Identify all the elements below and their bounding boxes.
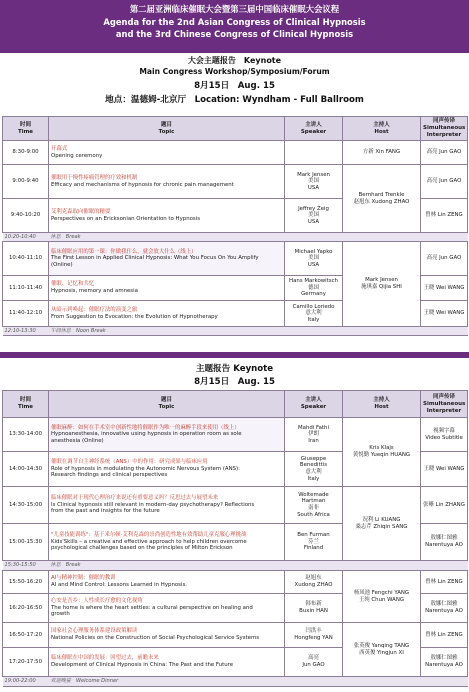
speaker: Jeffrey Zeig 美国 USA [285,199,343,233]
table-row: 13:30-14:00 催眠麻醉：如何在手术室中创新性地将催眠作为唯一的麻醉手段来使用（线上） Hypnoanesthesia, innovative using hypnosis in operation room as sole anesthesia (Online) Mahdi Fathi 伊朗 Iran Kris Klajs 黄悦勤 Yueqin HUANG 视频字幕 Video Subtitle [3,418,468,452]
topic: 催眠、记忆和共忆 Hypnosis, memory and amnesia [49,276,285,301]
topic: 心安是吾乡：人性成长疗愈的文化视角 The home is where the heart settles: a cultural perspective on healing and growth [49,594,285,623]
topic: 艾利克森取向催眠的精要 Perspectives on an Ericksonian Orientation to Hypnosis [49,199,285,233]
speaker: Hans Markowitsch 德国 Germany [285,276,343,301]
interpreter: 敖娜仁图雅 Narentuya AO [421,594,468,623]
host: Kris Klajs 黄悦勤 Yueqin HUANG [343,418,421,487]
title-en-line2: and the 3rd Chinese Congress of Clinical Hypnosis [115,29,354,40]
col-time: 时间 Time [3,117,49,141]
table-row: 14:00-14:30 催眠在调节自主神经系统（ANS）中的作用：研究成果与临床应用 Role of hypnosis in modulating the Autonomic Nervous System (ANS): Research findings and clinical perspectives Giuseppe Benedittis 意大利 Italy 王晓 Wei WANG [3,452,468,487]
interpreter: 高亮 Jun GAO [421,165,468,199]
speaker: 闫洪丰 Hongfeng YAN [285,623,343,648]
section-divider [0,352,469,358]
section1-location: 地点：温德姆-北京厅 Location: Wyndham - Full Ballroom [105,95,364,105]
table-row: 8:30-9:00 开幕式 Opening ceremony 方新 Xin FANG 高亮 Jun GAO [3,141,468,165]
col-speaker: 主讲人 Speaker [285,117,343,141]
table-row: 9:00-9:40 催眠用于慢性疼痛管理的疗效和机制 Efficacy and mechanisms of hypnosis for chronic pain management Mark Jensen 美国 USA Bernhard Trenkle 赵旭东 Xudong ZHAO 高亮 Jun GAO [3,165,468,199]
topic: 开幕式 Opening ceremony [49,141,285,165]
agenda-header [0,0,469,53]
topic: "儿童技能训练"：基于米尔顿·艾利克森的崇尚创造性地有效帮助儿童克服心理挑战 Kids'Skills – a creative and effective approach to help children overcome psychological challenges based on the principles of Milton Erickson [49,524,285,561]
speaker: Giuseppe Benedittis 意大利 Italy [285,452,343,487]
speaker: Michael Yapko 美国 USA [285,242,343,276]
topic: 国家社会心理服务体系建设政策解读 National Policies on the Construction of Social Psychological Service Systems [49,623,285,648]
table-header [3,117,468,141]
topic: 从暗示到唤起：催眠疗法的演变之旅 From Suggestion to Evocation: the Evolution of Hypnotherapy [49,301,285,327]
section2-date: 8月15日 Aug. 15 [194,377,275,387]
topic: 临床催眠在中国的发展：回望过去，前瞻未来 Development of Clinical Hypnosis in China: The Past and the Future [49,648,285,677]
interpreter: 高亮 Jun GAO [421,242,468,276]
speaker: Mark Jensen 美国 USA [285,165,343,199]
table-row: 11:10-11:40 催眠、记忆和共忆 Hypnosis, memory and amnesia Hans Markowitsch 德国 Germany 王晓 Wei WANG [3,276,468,301]
table-row: 15:00-15:30 "儿童技能训练"：基于米尔顿·艾利克森的崇尚创造性地有效帮助儿童克服心理挑战 Kids'Skills – a creative and effective approach to help children overcome psychological challenges based on the principles of Milton Erickson Ben Furman 芬兰 Finland 敖娜仁图雅 Narentuya AO [3,524,468,561]
interpreter: 曾林 Lin ZENG [421,199,468,233]
host: 杨凤池 Fengchi YANG 王纯 Chun WANG [343,571,421,623]
interpreter: 王晓 Wei WANG [421,452,468,487]
table-row: 17:20-17:50 临床催眠在中国的发展：回望过去，前瞻未来 Development of Clinical Hypnosis in China: The Past and the Future 高亮 Jun GAO 敖娜仁图雅 Narentuya AO [3,648,468,677]
col-topic: 题目 Topic [49,117,285,141]
table-row: 14:30-15:00 临床催眠对于现代心理治疗来说还有重要意义吗？反思过去与展望未来 Is Clinical hypnosis still relevant in modern-day psychotherapy? Reflections from the past and insights for the future Woltemade Hartman 南非 South Africa 况利 Li KUANG 桑志芹 Zhiqin SANG 张晰 Lin ZHANG [3,487,468,524]
table-row: 9:40-10:20 艾利克森取向催眠的精要 Perspectives on an Ericksonian Orientation to Hypnosis Jeffrey Zeig 美国 USA 曾林 Lin ZENG [3,199,468,233]
topic: 催眠用于慢性疼痛管理的疗效和机制 Efficacy and mechanisms of hypnosis for chronic pain management [49,165,285,199]
break-row: 19:00-22:00 欢迎晚宴 Welcome Dinner [3,677,468,687]
speaker: 韩布新 Buxin HAN [285,594,343,623]
topic: 临床催眠应用的第一课：你做我什么，就会放大什么（线上） The First Lesson in Applied Clinical Hypnosis: What You Focus On You Amplify (Online) [49,242,285,276]
speaker: 赵旭东 Xudong ZHAO [285,571,343,594]
host: 张英俊 Yanqing TANG 西英俊 Yingjun XI [343,623,421,677]
speaker: 高亮 Jun GAO [285,648,343,677]
topic: 临床催眠对于现代心理治疗来说还有重要意义吗？反思过去与展望未来 Is Clinical hypnosis still relevant in modern-day psychotherapy? Reflections from the past and insights for the future [49,487,285,524]
host: Mark Jensen 施琪嘉 Qijia SHI [343,242,421,327]
speaker: Woltemade Hartman 南非 South Africa [285,487,343,524]
speaker: Mahdi Fathi 伊朗 Iran [285,418,343,452]
interpreter: 高亮 Jun GAO [421,141,468,165]
title-cn: 第二届亚洲临床催眠大会暨第三届中国临床催眠大会议程 [129,4,340,14]
topic: AI与精神控制：催眠的教训 AI and Mind Control: Lessons Learned in Hypnosis. [49,571,285,594]
section2-title: 主题报告 Keynote [195,364,274,374]
break-row: 12:10-13:30 午间休息 Noon Break [3,327,468,336]
interpreter: 敖娜仁图雅 Narentuya AO [421,524,468,561]
table-row: 11:40-12:10 从暗示到唤起：催眠疗法的演变之旅 From Suggestion to Evocation: the Evolution of Hypnotherapy Camillo Loriedo 意大利 Italy 王晓 Wei WANG [3,301,468,327]
interpreter: 曾林 Lin ZENG [421,623,468,648]
interpreter: 视频字幕 Video Subtitle [421,418,468,452]
col-interpreter: 同声传译 Simultaneous Interpreter [421,117,468,141]
schedule-table-2 [2,390,468,687]
schedule-table-1 [2,116,468,336]
table-header: 时间 Time 题目 Topic 主讲人 Speaker 主持人 Host 同声传译 Simultaneous Interpreter [3,391,468,418]
speaker: Camillo Loriedo 意大利 Italy [285,301,343,327]
title-en-line1: Agenda for the 2nd Asian Congress of Clinical Hypnosis [103,16,366,27]
table-row: 15:50-16:20 AI与精神控制：催眠的教训 AI and Mind Control: Lessons Learned in Hypnosis. 赵旭东 Xudong ZHAO 杨凤池 Fengchi YANG 王纯 Chun WANG 曾林 Lin ZENG [3,571,468,594]
topic: 催眠麻醉：如何在手术室中创新性地将催眠作为唯一的麻醉手段来使用（线上） Hypnoanesthesia, innovative using hypnosis in operation room as sole anesthesia (Online) [49,418,285,452]
interpreter: 张晰 Lin ZHANG [421,487,468,524]
table-row: 16:50-17:20 国家社会心理服务体系建设政策解读 National Policies on the Construction of Social Psychological Service Systems 闫洪丰 Hongfeng YAN 张英俊 Yanqing TANG 西英俊 Yingjun XI 曾林 Lin ZENG [3,623,468,648]
section1-title-cn: 大会主题报告 Keynote [187,56,282,65]
interpreter: 曾林 Lin ZENG [421,571,468,594]
host: Bernhard Trenkle 赵旭东 Xudong ZHAO [343,165,421,233]
table-row: 16:20-16:50 心安是吾乡：人性成长疗愈的文化视角 The home is where the heart settles: a cultural perspective on healing and growth 韩布新 Buxin HAN 敖娜仁图雅 Narentuya AO [3,594,468,623]
speaker: Ben Furman 芬兰 Finland [285,524,343,561]
col-host: 主持人 Host [343,117,421,141]
interpreter: 王晓 Wei WANG [421,276,468,301]
interpreter: 王晓 Wei WANG [421,301,468,327]
host: 方新 Xin FANG [343,141,421,165]
host: 况利 Li KUANG 桑志芹 Zhiqin SANG [343,487,421,561]
break-row: 10:20-10:40 休息 Break [3,233,468,242]
section1-date: 8月15日 Aug. 15 [194,81,275,91]
section1-title-en: Main Congress Workshop/Symposium/Forum [139,67,330,76]
topic: 催眠在调节自主神经系统（ANS）中的作用：研究成果与临床应用 Role of hypnosis in modulating the Autonomic Nervous System (ANS): Research findings and clinical perspectives [49,452,285,487]
break-row: 15:30-15:50 休息 Break [3,561,468,571]
interpreter: 敖娜仁图雅 Narentuya AO [421,648,468,677]
table-row: 10:40-11:10 临床催眠应用的第一课：你做我什么，就会放大什么（线上） The First Lesson in Applied Clinical Hypnosis: What You Focus On You Amplify (Online) Michael Yapko 美国 USA Mark Jensen 施琪嘉 Qijia SHI 高亮 Jun GAO [3,242,468,276]
